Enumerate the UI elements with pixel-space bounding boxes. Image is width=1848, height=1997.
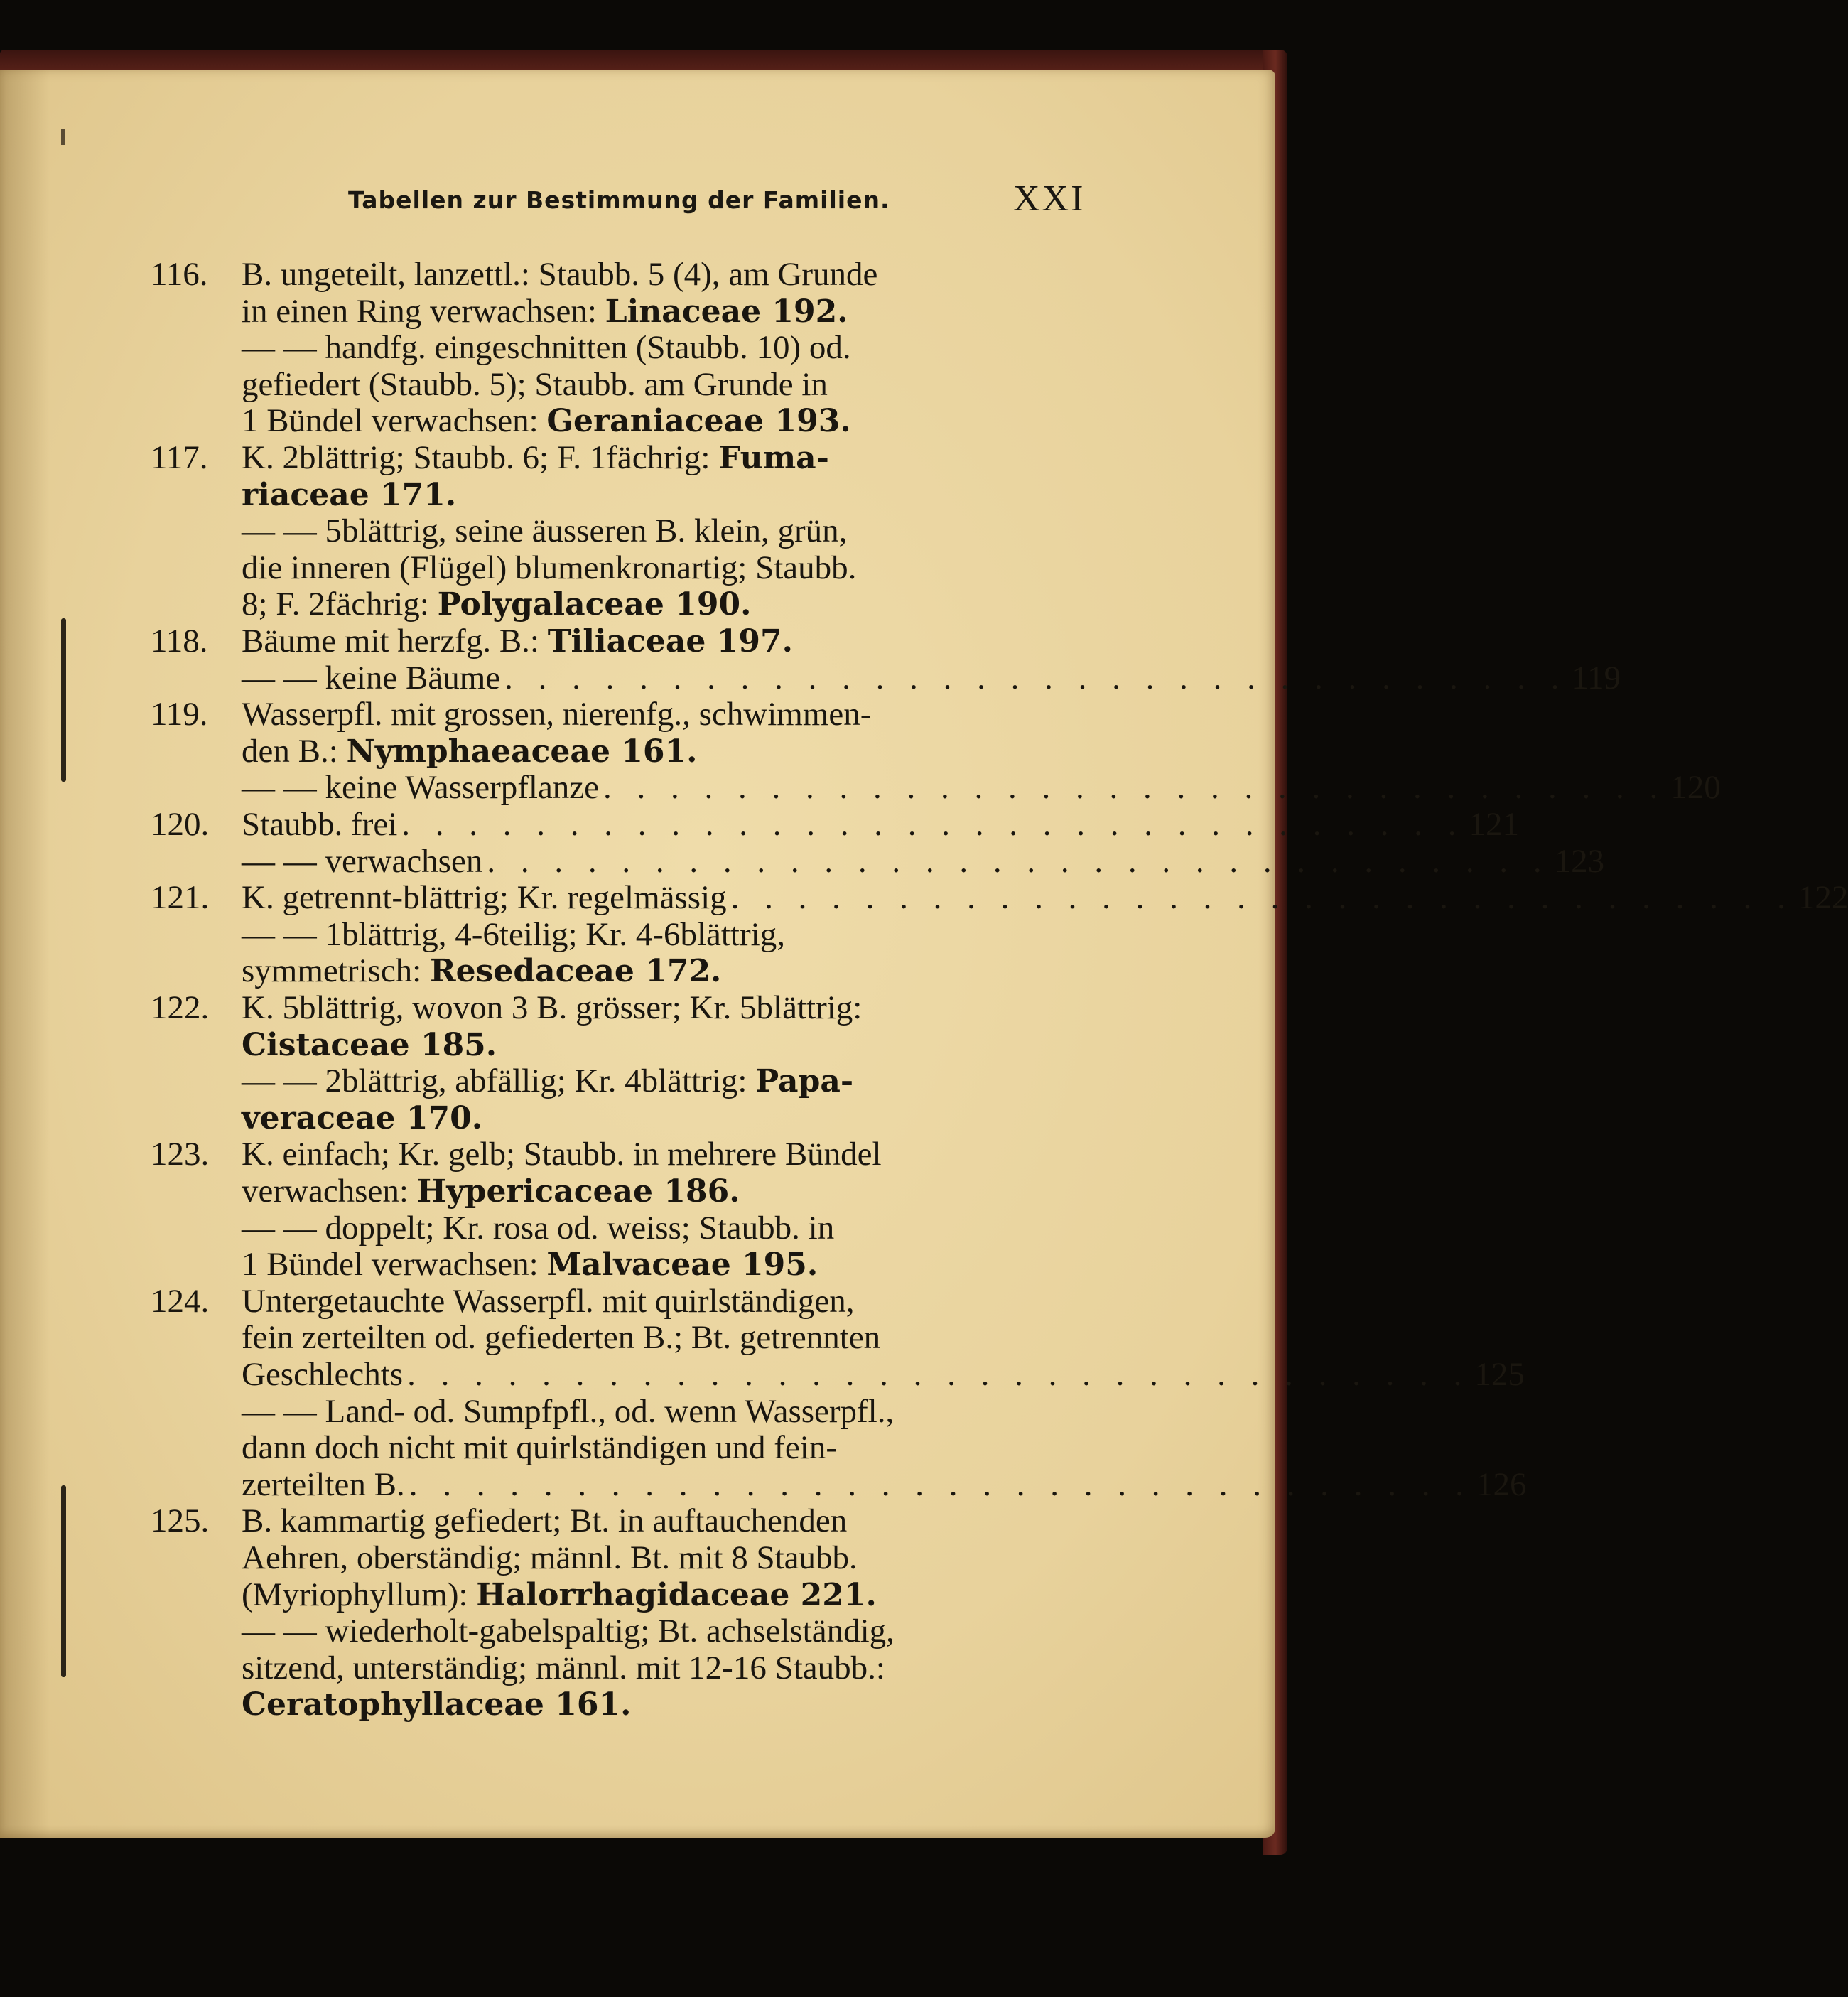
line-text: B. kammartig gefiedert; Bt. in auftauchenden (242, 1502, 848, 1540)
key-line (0, 256, 1275, 293)
line-text: — — keine Wasserpflanze (242, 769, 600, 807)
leader-dots: . . . . . . . . . . . . . . . . . . . . . . . . . . . . . . . . (409, 1465, 1472, 1503)
key-line (0, 1465, 1527, 1503)
key-line (0, 1686, 1275, 1723)
line-text: — — doppelt; Kr. rosa od. weiss; Staubb. in (242, 1209, 835, 1247)
target-reference: 119 (1572, 659, 1621, 696)
key-line (0, 366, 1275, 403)
key-line (0, 1576, 1275, 1613)
key-line (0, 1319, 1275, 1356)
line-text-wrap (242, 623, 793, 660)
line-text: Aehren, oberständig; männl. Bt. mit 8 Staubb. (242, 1539, 858, 1576)
line-text-wrap (242, 1613, 895, 1649)
key-line (0, 1246, 1275, 1283)
key-line (0, 696, 1275, 733)
line-text: — — keine Bäume (242, 659, 501, 696)
line-text: — — 5blättrig, seine äusseren B. klein, grün, (242, 512, 848, 550)
leader-dots: . . . . . . . . . . . . . . . . . . . . . . . . . . . . . . . . (487, 842, 1550, 880)
key-line (0, 402, 1275, 439)
line-text-wrap (242, 1502, 847, 1539)
key-line (0, 1613, 1275, 1649)
family-name: Papa- (755, 1063, 854, 1100)
line-text: Bäume mit herzfg. B.: (242, 623, 548, 660)
key-line (0, 989, 1275, 1026)
leader-dots: . . . . . . . . . . . . . . . . . . . . . . . . . . . . . . . . (730, 879, 1794, 917)
line-text-wrap (242, 586, 751, 623)
line-text: den B.: (242, 732, 347, 770)
line-text-wrap (242, 1539, 858, 1576)
line-text: — — 1blättrig, 4-6teilig; Kr. 4-6blättrig, (242, 915, 785, 953)
line-text-wrap (242, 1173, 740, 1210)
line-text-wrap (242, 476, 456, 514)
family-name: riaceae 171. (242, 476, 457, 513)
line-text-wrap (242, 1393, 894, 1430)
key-line (0, 1356, 1525, 1393)
line-text-wrap (242, 916, 785, 953)
leader-line (242, 879, 1848, 917)
key-line (0, 659, 1621, 696)
gutter-mark (61, 129, 65, 145)
line-text: Geschlechts (242, 1356, 404, 1393)
target-reference: 122 (1798, 879, 1848, 917)
line-text-wrap (242, 329, 851, 366)
leader-line (242, 1356, 1525, 1393)
line-text-wrap (242, 549, 856, 586)
key-line (0, 1210, 1275, 1247)
family-name: Nymphaeaceae 161. (346, 733, 698, 770)
entry-number: 124. (151, 1282, 210, 1320)
leader-line (242, 842, 1605, 880)
key-line (0, 1026, 1275, 1063)
entry-number: 122. (151, 989, 210, 1026)
family-name: Tiliaceae 197. (547, 623, 793, 660)
line-text-wrap (242, 366, 828, 403)
line-text-wrap (242, 256, 877, 293)
line-text-wrap (242, 1099, 482, 1137)
entry-number: 120. (151, 806, 210, 843)
leader-dots: . . . . . . . . . . . . . . . . . . . . . . . . . . . . . . . . (603, 769, 1667, 807)
line-text-wrap (242, 733, 697, 770)
line-text: Untergetauchte Wasserpfl. mit quirlständigen, (242, 1282, 855, 1320)
line-text: Wasserpfl. mit grossen, nierenfg., schwimmen- (242, 696, 872, 733)
target-reference: 125 (1474, 1356, 1525, 1393)
line-text: — — 2blättrig, abfällig; Kr. 4blättrig: (242, 1062, 756, 1100)
line-text: — — verwachsen (242, 842, 483, 880)
line-text-wrap (242, 512, 847, 549)
line-text-wrap (242, 1283, 854, 1320)
line-text-wrap (242, 1429, 837, 1466)
line-text: — — Land- od. Sumpfpfl., od. wenn Wasserpfl., (242, 1392, 895, 1430)
leader-dots: . . . . . . . . . . . . . . . . . . . . . . . . . . . . . . . . (407, 1356, 1471, 1393)
key-line (0, 549, 1275, 586)
line-text: 8; F. 2fächrig: (242, 586, 438, 623)
entry-number: 119. (151, 696, 208, 733)
line-text-wrap (242, 989, 862, 1026)
running-header-title: Tabellen zur Bestimmung der Familien. (348, 186, 890, 214)
line-text-wrap (242, 1136, 882, 1173)
key-line (0, 952, 1275, 989)
leader-line (242, 659, 1621, 696)
page-number: XXI (1013, 178, 1086, 219)
family-name: Cistaceae 185. (242, 1026, 497, 1063)
family-name: Malvaceae 195. (546, 1247, 818, 1283)
family-name: Linaceae 192. (605, 293, 848, 330)
key-line (0, 842, 1605, 880)
line-text-wrap (242, 402, 851, 440)
line-text: (Myriophyllum): (242, 1576, 477, 1613)
line-text: B. ungeteilt, lanzettl.: Staubb. 5 (4), am Grunde (242, 256, 878, 293)
line-text-wrap (242, 439, 829, 477)
family-name: Ceratophyllaceae 161. (242, 1686, 632, 1723)
key-line (0, 733, 1275, 770)
line-text-wrap (242, 1062, 853, 1100)
family-name: Halorrhagidaceae 221. (476, 1576, 877, 1613)
line-text-wrap (242, 1649, 885, 1686)
line-text: verwachsen: (242, 1173, 417, 1210)
family-name: Hypericaceae 186. (416, 1173, 740, 1210)
line-text: sitzend, unterständig; männl. mit 12-16 Staubb.: (242, 1649, 885, 1686)
family-name: Resedaceae 172. (430, 953, 722, 990)
key-line (0, 1099, 1275, 1136)
line-text: — — handfg. eingeschnitten (Staubb. 10) od. (242, 329, 851, 367)
key-line (0, 1429, 1275, 1466)
key-line (0, 586, 1275, 623)
line-text: dann doch nicht mit quirlständigen und fein- (242, 1429, 837, 1467)
line-text: 1 Bündel verwachsen: (242, 1246, 547, 1283)
entry-number: 117. (151, 439, 208, 476)
key-line (0, 769, 1721, 807)
line-text: fein zerteilten od. gefiederten B.; Bt. getrennten (242, 1319, 881, 1357)
target-reference: 123 (1554, 842, 1605, 880)
entry-number: 118. (151, 623, 208, 660)
entry-number: 125. (151, 1502, 210, 1540)
line-text-wrap (242, 293, 848, 330)
line-text: K. 5blättrig, wovon 3 B. grösser; Kr. 5blättrig: (242, 989, 863, 1026)
key-line (0, 1136, 1275, 1173)
entry-number: 123. (151, 1136, 210, 1173)
line-text-wrap (242, 1686, 631, 1723)
key-line (0, 1393, 1275, 1430)
family-name: veraceae 170. (242, 1099, 483, 1136)
line-text-wrap (242, 1026, 497, 1064)
line-text-wrap (242, 1246, 818, 1283)
line-text-wrap (242, 952, 721, 990)
family-name: Fuma- (718, 440, 829, 476)
line-text-wrap (242, 1210, 834, 1247)
line-text: K. einfach; Kr. gelb; Staubb. in mehrere Bündel (242, 1136, 882, 1173)
key-line (0, 1502, 1275, 1539)
key-line (0, 1173, 1275, 1210)
leader-dots: . . . . . . . . . . . . . . . . . . . . . . . . . . . . . . . . (504, 659, 1568, 696)
line-text: in einen Ring verwachsen: (242, 292, 605, 330)
key-line (0, 1062, 1275, 1099)
target-reference: 121 (1469, 806, 1520, 843)
line-text: 1 Bündel verwachsen: (242, 402, 547, 440)
key-line (0, 1283, 1275, 1320)
line-text: symmetrisch: (242, 952, 430, 990)
line-text: K. 2blättrig; Staubb. 6; F. 1fächrig: (242, 439, 719, 476)
key-line (0, 879, 1848, 917)
line-text: gefiedert (Staubb. 5); Staubb. am Grunde in (242, 365, 828, 403)
key-line (0, 329, 1275, 366)
line-text-wrap (242, 1319, 880, 1356)
line-text: die inneren (Flügel) blumenkronartig; Staubb. (242, 549, 857, 586)
line-text: — — wiederholt-gabelspaltig; Bt. achselständig, (242, 1613, 895, 1650)
line-text: zerteilten B. (242, 1465, 405, 1503)
key-line (0, 806, 1520, 843)
key-line (0, 916, 1275, 953)
line-text-wrap (242, 1576, 877, 1614)
key-line (0, 1649, 1275, 1686)
key-line (0, 623, 1275, 660)
family-name: Polygalaceae 190. (437, 586, 752, 623)
key-line (0, 293, 1275, 330)
family-name: Geraniaceae 193. (546, 403, 851, 440)
leader-line (242, 806, 1520, 843)
key-line (0, 476, 1275, 513)
entry-number: 121. (151, 879, 210, 917)
entry-number: 116. (151, 256, 208, 293)
target-reference: 120 (1670, 769, 1721, 807)
line-text: Staubb. frei (242, 806, 398, 843)
line-text: K. getrennt-blättrig; Kr. regelmässig (242, 879, 727, 917)
leader-dots: . . . . . . . . . . . . . . . . . . . . . . . . . . . . . . . . (401, 806, 1465, 843)
leader-line (242, 1465, 1527, 1503)
target-reference: 126 (1476, 1465, 1527, 1503)
line-text-wrap (242, 696, 871, 733)
leader-line (242, 769, 1721, 807)
key-line (0, 1539, 1275, 1576)
key-line (0, 512, 1275, 549)
key-line (0, 439, 1275, 476)
